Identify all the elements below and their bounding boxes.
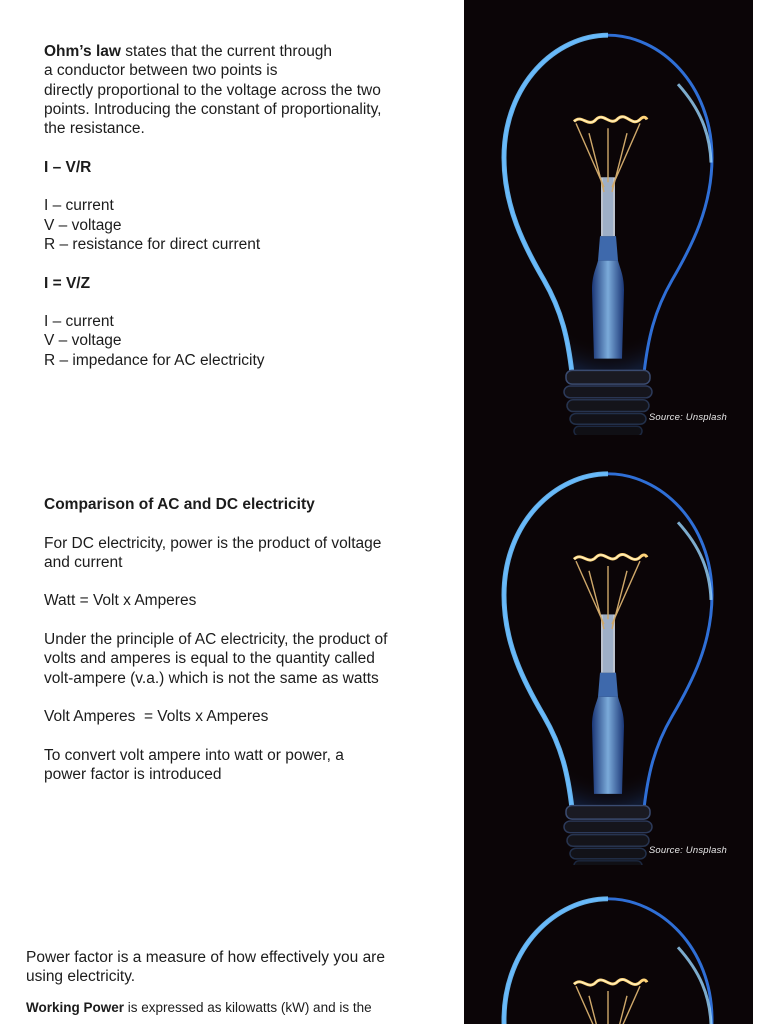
va-formula: Volt Amperes = Volts x Amperes — [44, 708, 269, 726]
ac-principle-paragraph — [44, 630, 449, 688]
paragraph-line: using electricity. — [26, 968, 136, 986]
ac-legend — [44, 312, 449, 370]
intro-line: points. Introducing the constant of proportionality, — [44, 100, 382, 118]
bulb-photo — [464, 435, 753, 865]
legend-line: R – resistance for direct current — [44, 235, 261, 253]
bulb-photo — [464, 870, 753, 1024]
intro-line: directly proportional to the voltage across the two — [44, 81, 381, 99]
legend-line: I – current — [44, 313, 114, 331]
paragraph-line: Power factor is a measure of how effectively you are — [26, 949, 385, 966]
light-bulb-image — [464, 435, 753, 865]
paragraph-line: volt-ampere (v.a.) which is not the same as watts — [44, 669, 379, 687]
formula-ac: I = V/Z — [44, 274, 91, 292]
ohms-law-section — [44, 42, 449, 370]
legend-line: V – voltage — [44, 216, 122, 234]
image-credit: Source: Unsplash — [648, 412, 727, 423]
paragraph-line: For DC electricity, power is the product of voltage — [44, 534, 382, 552]
ohms-law-term: Ohm’s law — [44, 43, 121, 60]
working-power-paragraph — [26, 998, 451, 1017]
convert-paragraph — [44, 746, 449, 785]
intro-line: states that the current through — [120, 43, 333, 60]
light-bulb-image — [464, 870, 753, 1024]
image-credit: Source: Unsplash — [648, 845, 727, 856]
paragraph-line: is expressed as kilowatts (kW) and is the — [124, 999, 372, 1015]
dc-legend — [44, 196, 449, 254]
watt-formula: Watt = Volt x Amperes — [44, 592, 197, 610]
paragraph-line: To convert volt ampere into watt or power, a — [44, 746, 344, 764]
bulb-photo — [464, 0, 753, 435]
formula-dc: I – V/R — [44, 158, 92, 176]
paragraph-line: and current — [44, 553, 123, 571]
comparison-heading: Comparison of AC and DC electricity — [44, 496, 315, 513]
comparison-section — [44, 495, 449, 784]
dc-power-paragraph — [44, 534, 449, 573]
power-factor-section — [26, 948, 451, 1017]
paragraph-line: power factor is introduced — [44, 766, 222, 784]
power-factor-definition — [26, 948, 451, 987]
paragraph-line: Under the principle of AC electricity, the product of — [44, 631, 388, 649]
legend-line: I – current — [44, 197, 114, 215]
working-power-term: Working Power — [26, 999, 125, 1015]
legend-line: V – voltage — [44, 332, 122, 350]
paragraph-line: volts and amperes is equal to the quantity called — [44, 650, 375, 668]
intro-line: the resistance. — [44, 120, 145, 138]
photo-column — [464, 0, 753, 1024]
ohms-law-intro — [44, 42, 449, 138]
light-bulb-image — [464, 0, 753, 435]
legend-line: R – impedance for AC electricity — [44, 351, 265, 369]
intro-line: a conductor between two points is — [44, 62, 278, 80]
